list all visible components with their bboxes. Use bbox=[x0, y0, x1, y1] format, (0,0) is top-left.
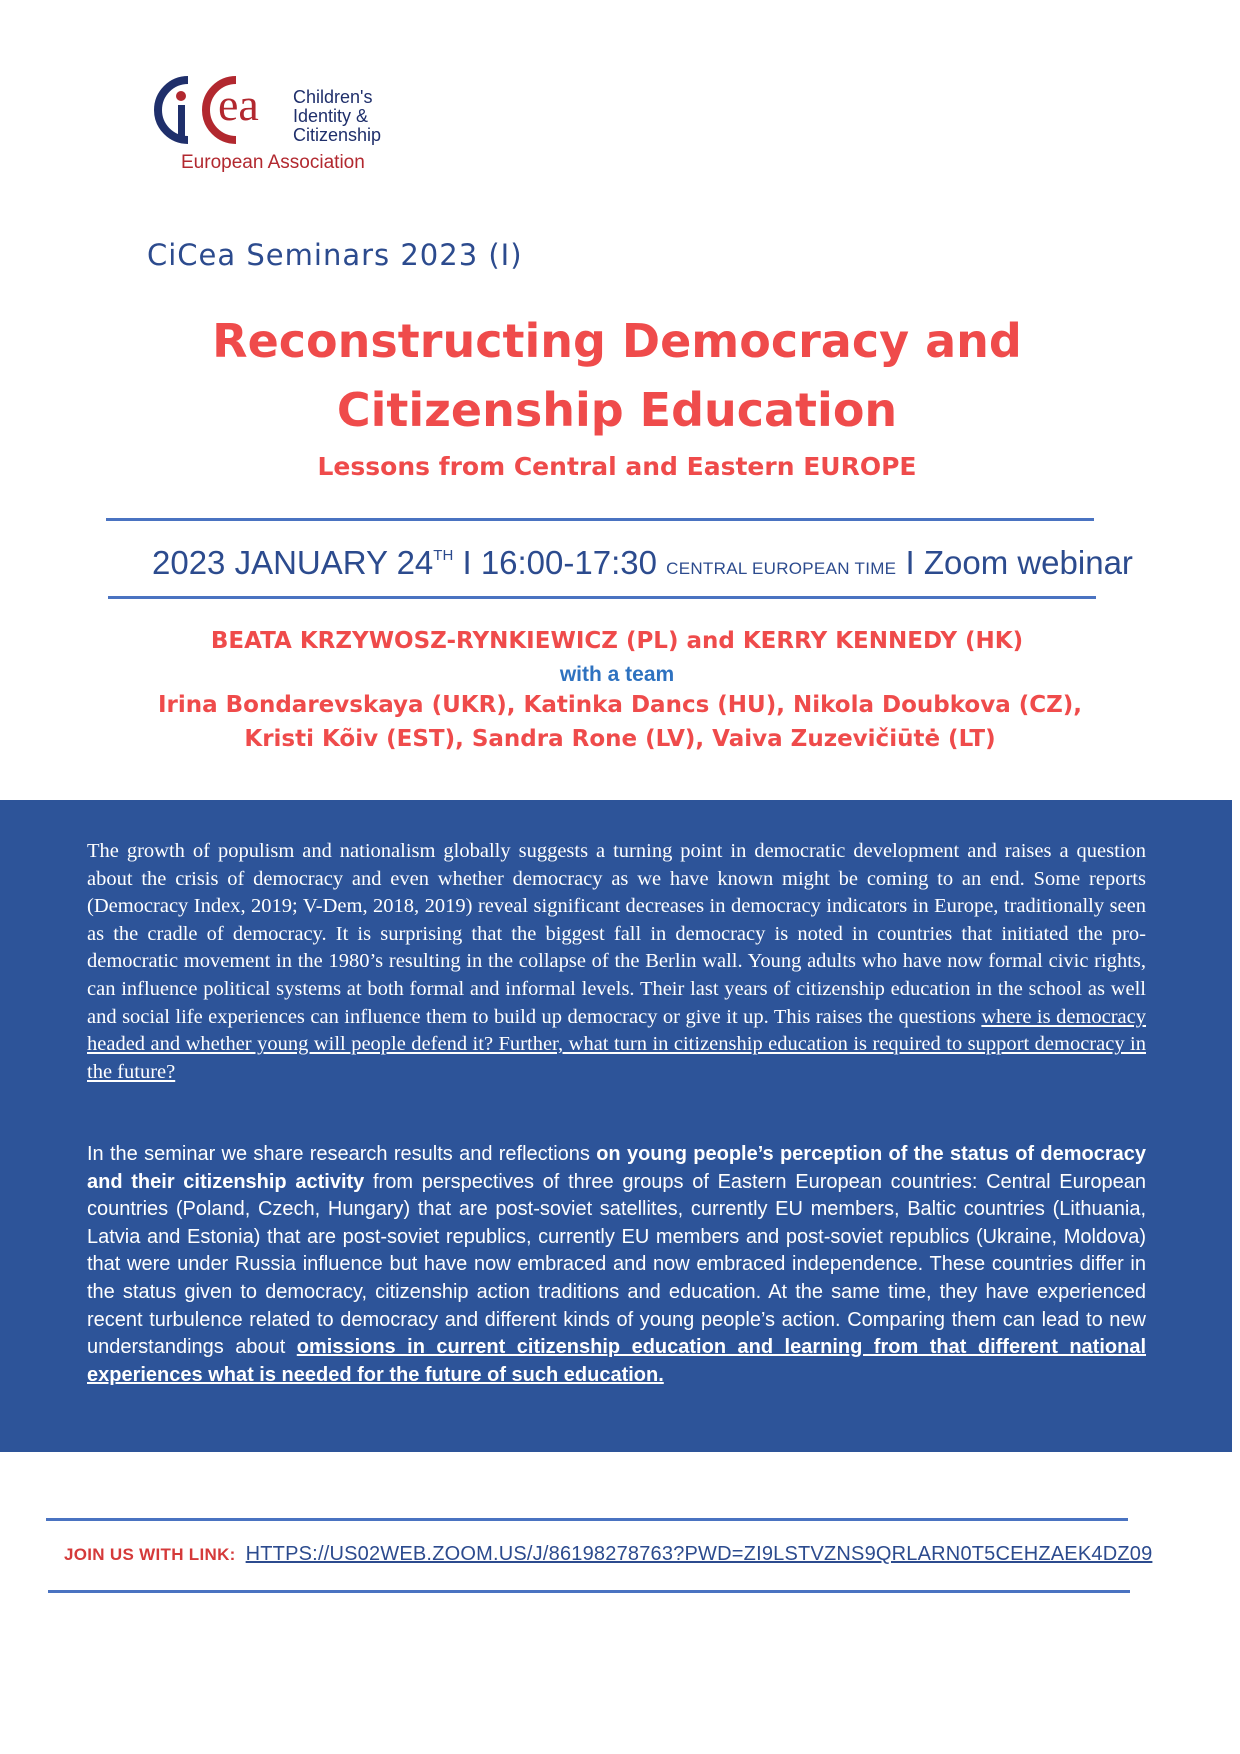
paragraph-text: In the seminar we share research results and reflections bbox=[87, 1143, 597, 1165]
divider bbox=[108, 596, 1096, 599]
description-panel bbox=[0, 800, 1232, 1452]
divider bbox=[46, 1518, 1128, 1521]
event-timezone: CENTRAL EUROPEAN TIME bbox=[666, 559, 897, 578]
title-line-1: Reconstructing Democracy and bbox=[212, 314, 1022, 368]
key-outcome: omissions in current citizenship education and learning from that different national experiences what is needed for the future of such education. bbox=[87, 1336, 1146, 1386]
team-members-line-1: Irina Bondarevskaya (UKR), Katinka Dancs (HU), Nikola Doubkova (CZ), bbox=[157, 692, 1083, 718]
logo-name bbox=[293, 88, 381, 145]
series-title: CiCea Seminars 2023 (I) bbox=[147, 238, 523, 272]
logo-name-line: Identity & bbox=[293, 106, 369, 126]
svg-text:ea: ea bbox=[218, 79, 259, 130]
join-label: JOIN US WITH LINK: bbox=[64, 1545, 236, 1564]
title-line-2: Citizenship Education bbox=[336, 383, 898, 437]
event-platform: Zoom webinar bbox=[923, 544, 1133, 581]
key-questions: where is democracy headed and whether young will people defend it? Further, what turn in citizenship education is required to support democracy in the future? bbox=[87, 1005, 1146, 1083]
join-section bbox=[64, 1543, 1152, 1566]
paragraph-text: The growth of populism and nationalism globally suggests a turning point in democratic development and raises a question about the crisis of democracy and even whether democracy as we have known might be coming to an end. Some reports (Democracy Index, 2019; V-Dem, 2018, 2019) reveal significant decreases in democracy indicators in Europe, traditionally seen as the cradle of democracy. It is surprising that the biggest fall in democracy is noted in countries that initiated the pro-democratic movement in the 1980’s resulting in the collapse of the Berlin wall. Young adults who have now formal civic rights, can influence political systems at both formal and informal levels. Their last years of citizenship education in the school as well and social life experiences can influence them to build up democracy or give it up. This raises the questions bbox=[87, 840, 1146, 1028]
with-team-label: with a team bbox=[559, 663, 675, 686]
separator: I bbox=[896, 544, 924, 581]
logo-mark bbox=[148, 70, 298, 150]
paragraph-text: from perspectives of three groups of Eastern European countries: Central European countries (Poland, Czech, Hungary) that are post-soviet satellites, currently EU members, Baltic countries (Lithuania, Latvia and Estonia) that are post-soviet republics, currently EU members and post-soviet republics (Ukraine, Moldova) that were under Russia influence but have now embraced and now embraced independence. These countries differ in the status given to democracy, citizenship action traditions and education. At the same time, they have experienced recent turbulence related to democracy and different kinds of young people’s action. Comparing them can lead to new understandings about bbox=[87, 1170, 1146, 1359]
event-date: 2023 JANUARY 24 bbox=[152, 544, 434, 581]
zoom-link[interactable]: HTTPS://US02WEB.ZOOM.US/J/86198278763?PWD=ZI9LSTVZNS9QRLARN0T5CEHZAEK4DZ09 bbox=[245, 1543, 1153, 1565]
event-date-line bbox=[152, 544, 1133, 582]
subtitle: Lessons from Central and Eastern EUROPE bbox=[317, 452, 917, 481]
team-members-line-2: Kristi Kõiv (EST), Sandra Rone (LV), Vaiva Zuzevičiūtė (LT) bbox=[244, 726, 996, 752]
logo-name-line: Citizenship bbox=[293, 125, 382, 145]
description-paragraph-2 bbox=[87, 1141, 1146, 1389]
divider bbox=[106, 518, 1094, 521]
divider bbox=[48, 1590, 1130, 1593]
logo-name-line: Children's bbox=[293, 87, 373, 107]
cicea-logo bbox=[148, 70, 398, 180]
date-suffix: TH bbox=[433, 547, 454, 564]
description-paragraph-1 bbox=[87, 838, 1146, 1086]
separator: I bbox=[453, 544, 481, 581]
main-speakers: BEATA KRZYWOSZ-RYNKIEWICZ (PL) and KERRY KENNEDY (HK) bbox=[210, 628, 1024, 654]
event-time: 16:00-17:30 bbox=[480, 544, 667, 581]
logo-association: European Association bbox=[181, 152, 365, 173]
research-focus: on young people’s perception of the status of democracy and their citizenship activity bbox=[87, 1143, 1146, 1193]
